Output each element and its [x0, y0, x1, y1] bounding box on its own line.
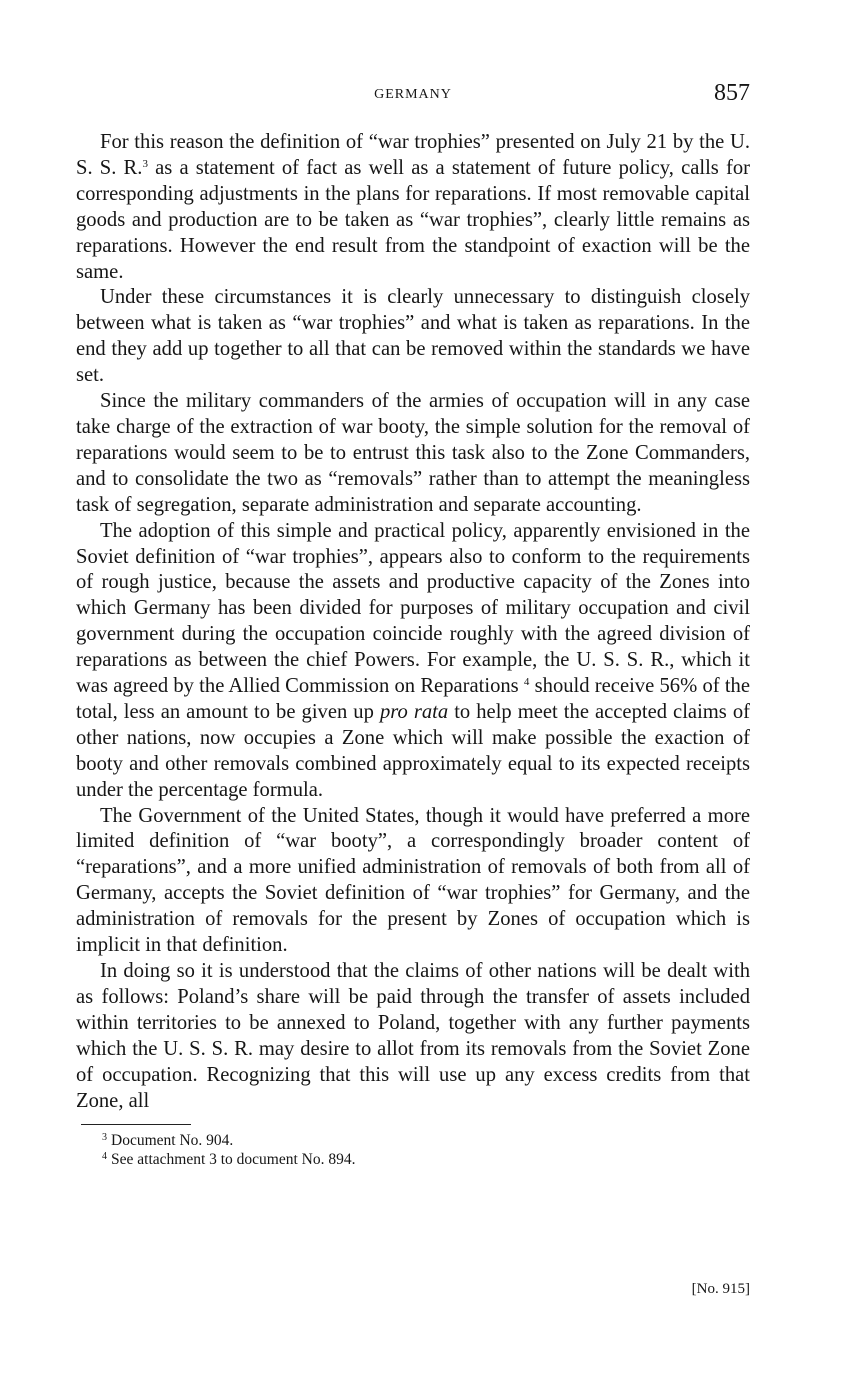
paragraph — [76, 285, 750, 389]
paragraph-text: Since the military commanders of the armies of occupation will in any case take charge of the extraction of war booty, the simple solution for the removal of reparations would seem to be to entrust this task also to the Zone Commanders, and to consolidate the two as “removals” rather than to attempt the meaningless task of segregation, separate administration and separate accounting. — [76, 390, 750, 516]
paragraph — [76, 130, 750, 285]
paragraph-text: to help meet the accepted claims of other nations, now occupies a Zone which will make possible the exaction of booty and other removals combined approximately equal to its expected receipts under the percentage formula. — [76, 700, 751, 801]
footnote-divider — [81, 1124, 191, 1125]
footnotes — [76, 1131, 750, 1169]
footnote-text: See attachment 3 to document No. 894. — [111, 1151, 356, 1169]
paragraph-text: For this reason the definition of “war trophies” presented on July 21 by the U. S. S. R. — [76, 131, 750, 179]
paragraph-text: In doing so it is understood that the claims of other nations will be dealt with as follows: Poland’s share will be paid through the transfer of assets included within territories to be annexed to Poland, together with any further payments which the U. S. S. R. may desire to allot from its removals from the Soviet Zone of occupation. Recognizing that this will use up any excess credits from that Zone, all — [76, 960, 750, 1112]
running-head — [76, 80, 750, 114]
page-number: 857 — [714, 80, 750, 106]
footnote-reference: 3 — [142, 157, 148, 170]
paragraph-text: The adoption of this simple and practical policy, apparently envisioned in the Soviet definition of “war trophies”, appears also to conform to the requirements of rough justice, because the assets and productive capacity of the Zones into which Germany has been divided for purposes of military occupation and civil government during the occupation coincide roughly with the agreed division of reparations as between the chief Powers. For example, the U. S. S. R., which it was agreed by the Allied Commission on Reparations — [76, 519, 750, 698]
paragraph-text: Under these circumstances it is clearly unnecessary to distinguish closely between what is taken as “war trophies” and what is taken as reparations. In the end they add up together to all that can be removed within the standards we have set. — [76, 286, 750, 387]
paragraph — [76, 389, 750, 519]
document-page — [76, 80, 750, 1169]
paragraph-text: as a statement of fact as well as a statement of future policy, calls for corresponding adjustments in the plans for reparations. If most removable capital goods and production are to be taken as “war trophies”, clearly little remains as reparations. However the end result from the standpoint of exaction will be the same. — [76, 156, 751, 283]
running-title: GERMANY — [374, 87, 452, 102]
footnote — [76, 1131, 750, 1150]
paragraph-text: The Government of the United States, though it would have preferred a more limited definition of “war booty”, a correspondingly broader content of “reparations”, and a more unified administration of removals of both from all of Germany, accepts the Soviet definition of “war trophies” for Germany, and the administration of removals for the present by Zones of occupation which is implicit in that definition. — [76, 804, 750, 957]
italic-text: pro rata — [379, 700, 449, 723]
paragraph — [76, 959, 750, 1114]
footnote-marker: 4 — [102, 1151, 107, 1163]
document-number: [No. 915] — [691, 1281, 750, 1297]
paragraph — [76, 519, 750, 804]
footnote-reference: 4 — [523, 676, 530, 689]
footnote — [76, 1150, 750, 1169]
paragraph-text: should receive 56% of the total, less an amount to be given up — [76, 675, 750, 723]
footnote-marker: 3 — [102, 1132, 107, 1144]
body-text — [76, 130, 750, 1114]
footnote-text: Document No. 904. — [111, 1132, 234, 1150]
paragraph — [76, 804, 750, 959]
